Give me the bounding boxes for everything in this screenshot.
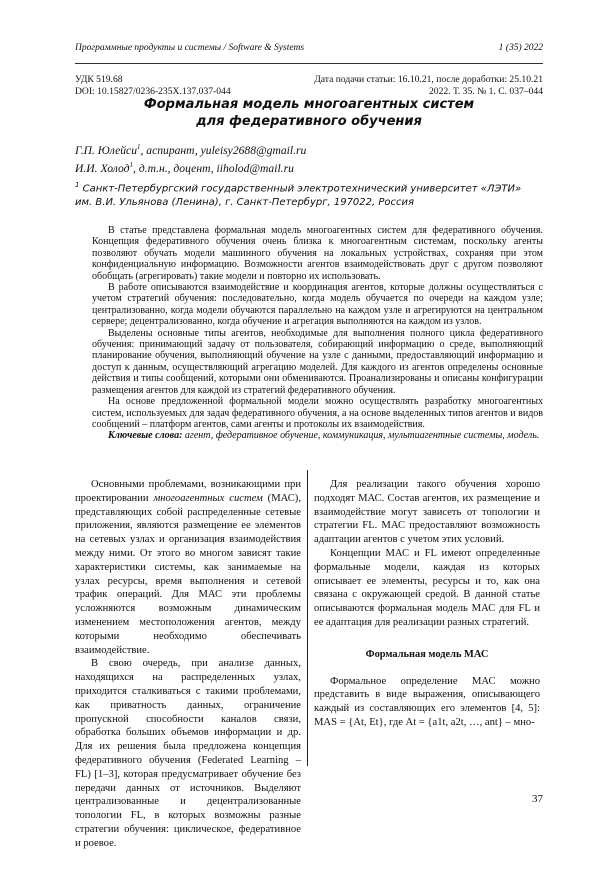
author-2 <box>75 158 306 176</box>
header-rule <box>75 63 543 64</box>
affiliation-line-2: им. В.И. Ульянова (Ленина), г. Санкт-Петербург, 197022, Россия <box>75 197 415 209</box>
body-paragraph-1 <box>75 478 301 657</box>
author-2-name: И.И. Холод <box>75 161 130 175</box>
running-head <box>75 43 543 53</box>
affiliation-sup: 1 <box>75 181 80 189</box>
section-heading: Формальная модель МАС <box>365 648 489 660</box>
author-1-name: Г.П. Юлейси <box>75 143 137 157</box>
column-divider <box>307 470 308 766</box>
keywords-label: Ключевые слова: <box>108 430 183 442</box>
page-number: 37 <box>532 793 543 805</box>
body-text: (МАС), представляющих собой распределенные сетевые приложения, являются размещение ее элементов на сетевых узлах и организация взаимодействия между ними. От этого во многом зависят такие характеристики системы, как занимаемые на узлах ресурсы, время выполнения и сетевой трафик операций. Для МАС эти проблемы усложняются возможным динамическим изменением местоположения агентов, между которыми необходимо обеспечивать взаимодействие. <box>75 492 301 656</box>
title-line-1: Формальная модель многоагентных систем <box>143 97 475 112</box>
body-paragraph-5: Формальное определение МАС можно представить в виде выражения, описывающего каждый из составляющих его элементов [4, 5]: MAS = {At, Et}, где At = {a1t, a2t, …, ant} – мно- <box>314 675 540 728</box>
affiliation <box>75 178 540 210</box>
author-list <box>75 140 306 176</box>
issue-number: 1 (35) 2022 <box>498 43 543 53</box>
udc-code: УДК 519.68 <box>75 74 123 85</box>
abstract-paragraph: На основе предложенной формальной модели можно осуществлять разработку многоагентных систем, используемых для задач федеративного обучения, а на основе выделенных типов агентов и видов сообщений – платформ агентов, сами агенты и протоколы их взаимодействия. <box>92 396 543 430</box>
body-paragraph-3: Для реализации такого обучения хорошо подходят МАС. Состав агентов, их размещение и взаимодействие могут зависеть от топологии и стратегии FL. МАС предоставляют возможность адаптации агентов с учетом этих условий. <box>314 479 540 546</box>
body-paragraph-4: Концепции МАС и FL имеют определенные формальные модели, каждая из которых описывает ее элементы, ресурсы и то, как она связана с окружающей средой. В данной статье описываются формальная модель МАС для FL и ее адаптация для реализации разных стратегий. <box>314 547 540 628</box>
abstract <box>92 225 543 442</box>
abstract-paragraph: В статье представлена формальная модель многоагентных систем для федеративного обучения. Концепция федеративного обучения очень близка к многоагентным системам, поскольку агенты позволяют обучать модели машинного обучения на локальных устройствах, сохраняя при этом конфиденциальную информацию. Возможности агентов взаимодействовать друг с другом позволяют обобщать (агрегировать) такие модели и повторно их использовать. <box>92 225 543 282</box>
citation: 2022. Т. 35. № 1. С. 037–044 <box>429 86 543 97</box>
body-text: Основными проблемами, возникающими при проектировании <box>75 479 301 504</box>
journal-name: Программные продукты и системы / Software & Systems <box>75 43 305 53</box>
submission-dates: Дата подачи статьи: 16.10.21, после доработки: 25.10.21 <box>314 74 543 85</box>
affiliation-line-1: Санкт-Петербургский государственный электротехнический университет «ЛЭТИ» <box>79 183 522 195</box>
keywords <box>92 430 543 441</box>
keywords-text: агент, федеративное обучение, коммуникация, мультиагентные системы, модель. <box>182 430 540 442</box>
body-column-right <box>314 478 540 730</box>
title-line-2: для федеративного обучения <box>196 114 422 129</box>
author-1 <box>75 140 306 158</box>
author-2-sup: 1 <box>129 160 134 169</box>
author-2-details: , д.т.н., доцент, iiholod@mail.ru <box>133 161 294 175</box>
author-1-details: , аспирант, yuleisy2688@gmail.ru <box>140 143 307 157</box>
body-paragraph-2: В свою очередь, при анализе данных, находящихся на распределенных узлах, приходится сталкиваться с такими проблемами, как приватность данных, ограничение пропускной способности каналов связи, обработка больших объемов информации и др. Для их решения была предложена концепция федеративного обучения (Federated Learning – FL) [1–3], которая предусматривает обучение без передачи данных от источников. Выделяют централизованные и децентрализованные топологии FL, в которых возможны разные стратегии обучения: циклическое, федеративное и роевое. <box>75 658 301 849</box>
abstract-paragraph: В работе описываются взаимодействие и координация агентов, которые должны осуществляться с учетом стратегий обучения: последовательно, когда модель обучается по очереди на каждом узле; централизованно, когда модели обучаются параллельно на каждом узле и агрегируются на центральном сервере; децентрализованно, когда обучение и агрегация выполняются на каждом из узлов. <box>92 282 543 328</box>
body-emphasis: многоагентных систем <box>153 492 263 504</box>
author-1-sup: 1 <box>137 143 141 151</box>
body-column-left <box>75 478 301 851</box>
article-title <box>75 96 543 130</box>
doi: DOI: 10.15827/0236-235X.137.037-044 <box>75 86 231 97</box>
abstract-paragraph: Выделены основные типы агентов, необходимые для выполнения полного цикла федеративного обучения: принимающий задачу от пользователя, собирающий информацию о среде, выполняющий планирование обучения, выполняющий обучение на узле с данными, предоставляющий информацию и доступ к данным, осуществляющий агрегацию моделей. Для каждого из агентов определены основные действия и типы сообщений, которыми они обмениваются. Проанализированы и описаны конфигурации размещения агентов для каждой из стратегий федеративного обучения. <box>92 327 543 396</box>
